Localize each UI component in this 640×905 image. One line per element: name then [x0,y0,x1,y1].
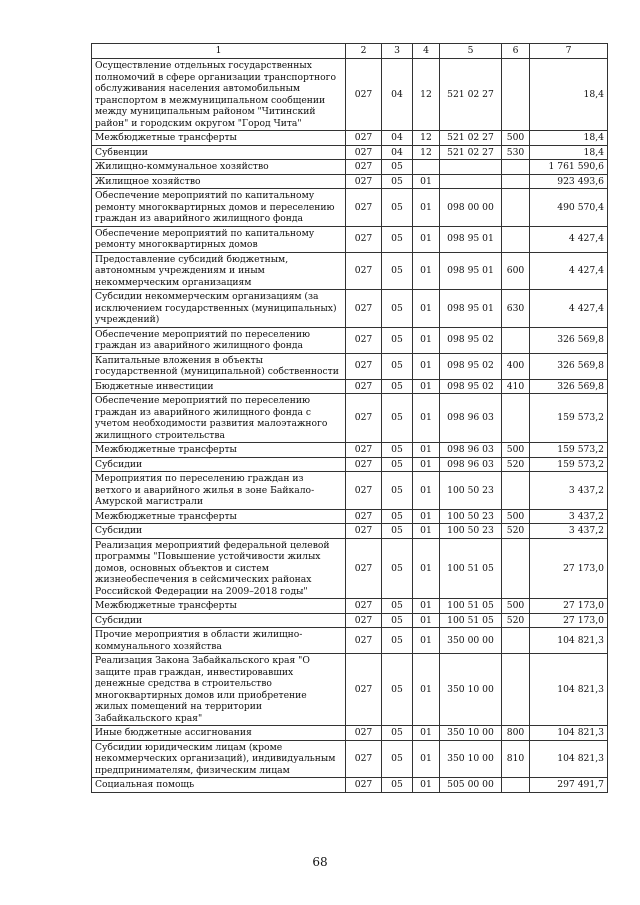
admin-code-cell: 027 [346,379,382,394]
table-row [92,599,608,614]
table-row [92,379,608,394]
target-article-cell [440,174,502,189]
amount-cell: 923 493,6 [530,174,608,189]
column-header: 1 [92,44,346,59]
expense-type-cell: 500 [502,443,530,458]
amount-cell: 104 821,3 [530,726,608,741]
amount-cell: 159 573,2 [530,443,608,458]
admin-code-cell: 027 [346,290,382,328]
target-article-cell: 098 95 01 [440,290,502,328]
row-name-cell: Обеспечение мероприятий по капитальному ремонту многоквартирных домов и переселению граждан из аварийного жилищного фонда [92,189,346,227]
column-header: 5 [440,44,502,59]
target-article-cell: 100 50 23 [440,472,502,510]
target-article-cell: 505 00 00 [440,778,502,793]
section-code-cell: 04 [382,59,413,131]
target-article-cell: 098 00 00 [440,189,502,227]
section-code-cell: 05 [382,628,413,654]
table-row [92,145,608,160]
amount-cell: 159 573,2 [530,457,608,472]
subsection-code-cell: 12 [413,145,440,160]
expense-type-cell: 630 [502,290,530,328]
admin-code-cell: 027 [346,457,382,472]
expense-type-cell [502,189,530,227]
section-code-cell: 05 [382,394,413,443]
target-article-cell: 100 50 23 [440,509,502,524]
expense-type-cell: 800 [502,726,530,741]
target-article-cell: 521 02 27 [440,59,502,131]
subsection-code-cell: 01 [413,654,440,726]
table-row [92,740,608,778]
subsection-code-cell: 01 [413,457,440,472]
expense-type-cell [502,538,530,599]
target-article-cell: 521 02 27 [440,145,502,160]
subsection-code-cell: 01 [413,778,440,793]
target-article-cell: 098 95 02 [440,379,502,394]
admin-code-cell: 027 [346,740,382,778]
amount-cell: 4 427,4 [530,252,608,290]
row-name-cell: Осуществление отдельных государственных полномочий в сфере организации транспортного обслуживания населения автомобильным транспортом в межмуниципальном сообщении между муниципальным районом "Читинский район" и городским округом "Город Чита" [92,59,346,131]
row-name-cell: Субсидии [92,524,346,539]
section-code-cell: 05 [382,599,413,614]
table-row [92,174,608,189]
section-code-cell: 05 [382,654,413,726]
section-code-cell: 05 [382,509,413,524]
target-article-cell: 100 51 05 [440,613,502,628]
row-name-cell: Субсидии [92,457,346,472]
admin-code-cell: 027 [346,252,382,290]
row-name-cell: Реализация Закона Забайкальского края "О защите прав граждан, инвестировавших денежные средства в строительство многоквартирных домов или приобретение жилых помещений на территории Забайкальского края" [92,654,346,726]
section-code-cell: 05 [382,353,413,379]
admin-code-cell: 027 [346,353,382,379]
row-name-cell: Субсидии [92,613,346,628]
expense-type-cell: 600 [502,252,530,290]
table-row [92,524,608,539]
row-name-cell: Иные бюджетные ассигнования [92,726,346,741]
row-name-cell: Социальная помощь [92,778,346,793]
table-row [92,654,608,726]
subsection-code-cell: 01 [413,726,440,741]
amount-cell: 326 569,8 [530,379,608,394]
row-name-cell: Обеспечение мероприятий по переселению граждан из аварийного жилищного фонда с учетом необходимости развития малоэтажного жилищного строительства [92,394,346,443]
subsection-code-cell: 01 [413,538,440,599]
section-code-cell: 05 [382,443,413,458]
subsection-code-cell: 01 [413,353,440,379]
amount-cell: 104 821,3 [530,628,608,654]
subsection-code-cell: 01 [413,443,440,458]
admin-code-cell: 027 [346,174,382,189]
section-code-cell: 05 [382,472,413,510]
row-name-cell: Межбюджетные трансферты [92,443,346,458]
expense-type-cell: 520 [502,457,530,472]
column-header: 7 [530,44,608,59]
expense-type-cell: 530 [502,145,530,160]
subsection-code-cell: 01 [413,379,440,394]
amount-cell: 490 570,4 [530,189,608,227]
admin-code-cell: 027 [346,189,382,227]
target-article-cell: 100 51 05 [440,538,502,599]
table-row [92,59,608,131]
subsection-code-cell: 01 [413,189,440,227]
table-row [92,538,608,599]
section-code-cell: 05 [382,160,413,175]
subsection-code-cell: 01 [413,290,440,328]
target-article-cell: 350 10 00 [440,654,502,726]
amount-cell: 18,4 [530,59,608,131]
section-code-cell: 05 [382,524,413,539]
amount-cell: 3 437,2 [530,472,608,510]
target-article-cell: 098 96 03 [440,457,502,472]
admin-code-cell: 027 [346,509,382,524]
table-row [92,226,608,252]
column-header: 3 [382,44,413,59]
amount-cell: 104 821,3 [530,740,608,778]
expense-type-cell: 520 [502,524,530,539]
subsection-code-cell: 01 [413,613,440,628]
amount-cell: 326 569,8 [530,327,608,353]
table-row [92,353,608,379]
expense-type-cell: 500 [502,131,530,146]
section-code-cell: 05 [382,457,413,472]
table-row [92,443,608,458]
amount-cell: 159 573,2 [530,394,608,443]
amount-cell: 297 491,7 [530,778,608,793]
table-row [92,778,608,793]
target-article-cell: 350 00 00 [440,628,502,654]
expense-type-cell [502,174,530,189]
admin-code-cell: 027 [346,778,382,793]
target-article-cell: 098 95 01 [440,226,502,252]
row-name-cell: Межбюджетные трансферты [92,509,346,524]
subsection-code-cell: 01 [413,226,440,252]
admin-code-cell: 027 [346,443,382,458]
subsection-code-cell: 01 [413,327,440,353]
target-article-cell: 100 51 05 [440,599,502,614]
admin-code-cell: 027 [346,145,382,160]
section-code-cell: 04 [382,145,413,160]
table-row [92,628,608,654]
section-code-cell: 05 [382,778,413,793]
table-row [92,509,608,524]
row-name-cell: Субсидии юридическим лицам (кроме некоммерческих организаций), индивидуальным предпринимателям, физическим лицам [92,740,346,778]
row-name-cell: Бюджетные инвестиции [92,379,346,394]
budget-table-sheet [91,43,607,793]
section-code-cell: 05 [382,538,413,599]
admin-code-cell: 027 [346,613,382,628]
column-header: 6 [502,44,530,59]
table-row [92,290,608,328]
subsection-code-cell: 01 [413,599,440,614]
row-name-cell: Прочие мероприятия в области жилищно-коммунального хозяйства [92,628,346,654]
section-code-cell: 05 [382,252,413,290]
row-name-cell: Субвенции [92,145,346,160]
subsection-code-cell: 01 [413,472,440,510]
admin-code-cell: 027 [346,394,382,443]
admin-code-cell: 027 [346,226,382,252]
target-article-cell: 098 96 03 [440,443,502,458]
admin-code-cell: 027 [346,524,382,539]
section-code-cell: 05 [382,327,413,353]
admin-code-cell: 027 [346,599,382,614]
expense-type-cell: 410 [502,379,530,394]
expense-type-cell [502,654,530,726]
subsection-code-cell: 01 [413,174,440,189]
section-code-cell: 05 [382,726,413,741]
table-row [92,131,608,146]
section-code-cell: 05 [382,290,413,328]
table-row [92,327,608,353]
amount-cell: 18,4 [530,145,608,160]
section-code-cell: 05 [382,174,413,189]
subsection-code-cell [413,160,440,175]
page-number: 68 [312,855,328,869]
table-row [92,160,608,175]
column-header: 4 [413,44,440,59]
column-header: 2 [346,44,382,59]
admin-code-cell: 027 [346,726,382,741]
expense-type-cell: 520 [502,613,530,628]
subsection-code-cell: 01 [413,252,440,290]
admin-code-cell: 027 [346,628,382,654]
expense-type-cell: 400 [502,353,530,379]
amount-cell: 3 437,2 [530,509,608,524]
expense-type-cell [502,226,530,252]
expense-type-cell [502,59,530,131]
row-name-cell: Жилищное хозяйство [92,174,346,189]
section-code-cell: 05 [382,379,413,394]
section-code-cell: 05 [382,740,413,778]
row-name-cell: Жилищно-коммунальное хозяйство [92,160,346,175]
row-name-cell: Обеспечение мероприятий по капитальному ремонту многоквартирных домов [92,226,346,252]
target-article-cell: 098 95 02 [440,327,502,353]
expense-type-cell [502,394,530,443]
amount-cell: 1 761 590,6 [530,160,608,175]
amount-cell: 104 821,3 [530,654,608,726]
row-name-cell: Обеспечение мероприятий по переселению граждан из аварийного жилищного фонда [92,327,346,353]
row-name-cell: Капитальные вложения в объекты государственной (муниципальной) собственности [92,353,346,379]
section-code-cell: 05 [382,226,413,252]
admin-code-cell: 027 [346,654,382,726]
amount-cell: 18,4 [530,131,608,146]
target-article-cell: 098 95 01 [440,252,502,290]
admin-code-cell: 027 [346,131,382,146]
admin-code-cell: 027 [346,538,382,599]
table-row [92,457,608,472]
row-name-cell: Мероприятия по переселению граждан из ветхого и аварийного жилья в зоне Байкало-Амурской магистрали [92,472,346,510]
amount-cell: 4 427,4 [530,290,608,328]
section-code-cell: 05 [382,613,413,628]
expense-type-cell: 810 [502,740,530,778]
expense-type-cell [502,628,530,654]
subsection-code-cell: 12 [413,131,440,146]
amount-cell: 27 173,0 [530,538,608,599]
subsection-code-cell: 12 [413,59,440,131]
admin-code-cell: 027 [346,327,382,353]
table-header-row [92,44,608,59]
target-article-cell: 350 10 00 [440,726,502,741]
target-article-cell: 350 10 00 [440,740,502,778]
amount-cell: 27 173,0 [530,613,608,628]
amount-cell: 27 173,0 [530,599,608,614]
subsection-code-cell: 01 [413,509,440,524]
target-article-cell: 098 95 02 [440,353,502,379]
admin-code-cell: 027 [346,59,382,131]
target-article-cell: 521 02 27 [440,131,502,146]
expense-type-cell [502,778,530,793]
subsection-code-cell: 01 [413,524,440,539]
table-row [92,252,608,290]
admin-code-cell: 027 [346,160,382,175]
subsection-code-cell: 01 [413,394,440,443]
subsection-code-cell: 01 [413,628,440,654]
table-row [92,613,608,628]
expense-type-cell [502,327,530,353]
row-name-cell: Предоставление субсидий бюджетным, автономным учреждениям и иным некоммерческим организациям [92,252,346,290]
expense-type-cell [502,160,530,175]
expense-type-cell: 500 [502,509,530,524]
row-name-cell: Межбюджетные трансферты [92,599,346,614]
budget-table [91,43,608,793]
amount-cell: 326 569,8 [530,353,608,379]
target-article-cell: 098 96 03 [440,394,502,443]
row-name-cell: Реализация мероприятий федеральной целевой программы "Повышение устойчивости жилых домов, основных объектов и систем жизнеобеспечения в сейсмических районах Российской Федерации на 2009–2018 годы" [92,538,346,599]
row-name-cell: Субсидии некоммерческим организациям (за исключением государственных (муниципальных) учреждений) [92,290,346,328]
table-body [92,59,608,793]
admin-code-cell: 027 [346,472,382,510]
subsection-code-cell: 01 [413,740,440,778]
table-row [92,394,608,443]
amount-cell: 4 427,4 [530,226,608,252]
expense-type-cell [502,472,530,510]
section-code-cell: 04 [382,131,413,146]
table-row [92,472,608,510]
amount-cell: 3 437,2 [530,524,608,539]
table-row [92,189,608,227]
expense-type-cell: 500 [502,599,530,614]
section-code-cell: 05 [382,189,413,227]
row-name-cell: Межбюджетные трансферты [92,131,346,146]
target-article-cell [440,160,502,175]
target-article-cell: 100 50 23 [440,524,502,539]
table-row [92,726,608,741]
